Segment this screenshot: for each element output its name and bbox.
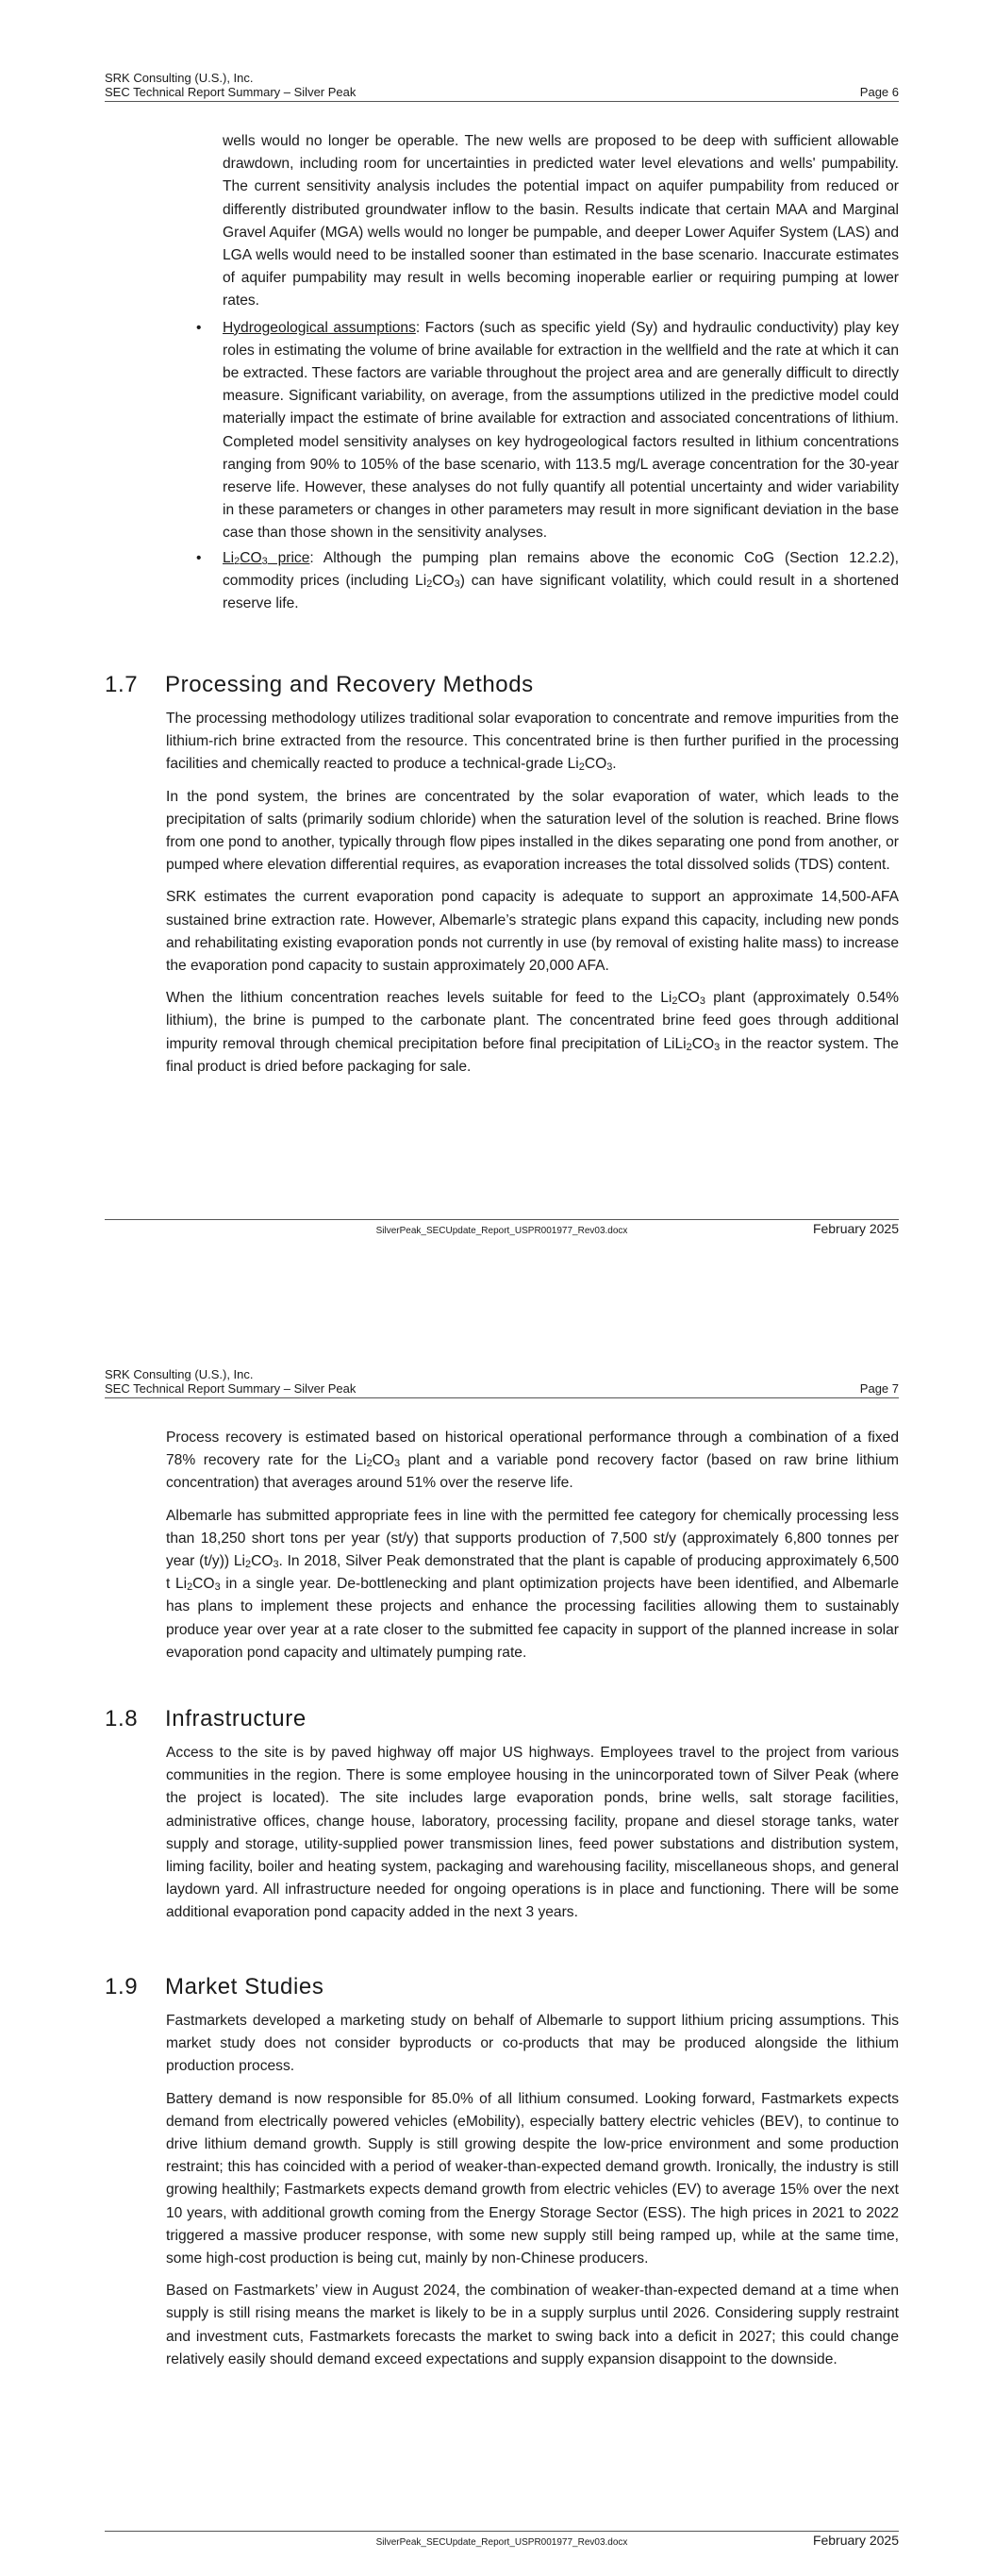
header-company: SRK Consulting (U.S.), Inc.	[105, 71, 254, 85]
infrastructure-section-body	[166, 1742, 899, 1934]
paragraph: Access to the site is by paved highway off major US highways. Employees travel to the project from various communities in the region. There is some employee housing in the unincorporated town of Silver Peak (where the project is located). The site includes large evaporation ponds, brine wells, salt storage facilities, administrative offices, change house, laboratory, processing facility, propane and diesel storage tanks, water supply and storage, utility-supplied power transmission lines, feed power substations and distribution system, liming facility, boiler and heating system, packaging and warehousing facility, miscellaneous shops, and general laydown yard. All infrastructure needed for ongoing operations is in place and functioning. There will be some additional evaporation pond capacity added in the next 3 years.	[166, 1745, 899, 1921]
bullet-dot-icon: •	[196, 549, 202, 566]
bullet-text: : Although the pumping plan remains above the economic CoG (Section 12.2.2), commodity prices (including $Li_2CO_3$) can have significant volatility, which could result in a shortened reserve life.	[223, 549, 899, 612]
page-header	[105, 71, 899, 102]
section-heading-1-7	[105, 672, 899, 698]
paragraph: Process recovery is estimated based on historical operational performance through a combination of a fixed 78% recovery rate for the $Li_2CO_3$ plant and a variable pond recovery factor (based on raw brine lithium concentration) that averages around 51% over the reserve life.	[166, 1430, 899, 1492]
paragraph: When the lithium concentration reaches levels suitable for feed to the $Li_2CO_3$ plant (approximately 0.54% lithium), the brine is pumped to the carbonate plant. The concentrated brine feed goes through additional impurity removal through chemical precipitation before final precipitation of $LiLi_2CO_3$ in the reactor system. The final product is dried before packaging for sale.	[166, 990, 900, 1075]
processing-section-continuation	[166, 1427, 899, 1674]
section-title: Market Studies	[165, 1974, 324, 1999]
continuation-paragraph: wells would no longer be operable. The new wells are proposed to be deep with sufficient allowable drawdown, including room for uncertainties in predicted water level elevations and wells' pumpability. The current sensitivity analysis includes the potential impact on aquifer pumpability from reduced or differently distributed groundwater inflow to the basin. Results indicate that certain MAA and Marginal Gravel Aquifer (MGA) wells would no longer be pumpable, and deeper Lower Aquifer System (LAS) and LGA wells would need to be installed sooner than estimated in the base scenario. Inaccurate estimates of aquifer pumpability may result in wells becoming inoperable earlier or requiring pumping at lower rates.	[223, 133, 899, 309]
bullet-text: : Factors (such as specific yield (Sy) and hydraulic conductivity) play key roles in estimating the volume of brine available for extraction in the wellfield and the rate at which it can be extracted. These factors are variable throughout the project area and are generally difficult to directly measure. Significant variability, on average, from the assumptions utilized in the predictive model could materially impact the estimate of brine available for extraction and associated concentrations of lithium. Completed model sensitivity analyses on key hydrogeological factors resulted in lithium concentrations ranging from 90% to 105% of the base scenario, with 113.5 mg/L average concentration for the 30-year reserve life. However, these analyses do not fully quantify all potential uncertainty and wider variability in these parameters or changes in other parameters may result in more significant deviation in the base case than those shown in the sensitivity analyses.	[223, 319, 899, 542]
section-number: 1.9	[105, 1974, 139, 1999]
page-footer	[105, 1219, 899, 1236]
page-footer	[105, 2531, 899, 2548]
paragraph: Based on Fastmarkets’ view in August 2024, the combination of weaker-than-expected demand at a time when supply is still rising means the market is likely to be in a supply surplus until 2026. Considering supply restraint and investment cuts, Fastmarkets forecasts the market to swing back into a deficit in 2027; this could change relatively easily should demand exceed expectations and supply expansion disappoint to the downside.	[166, 2283, 899, 2367]
processing-section-body	[166, 708, 899, 1088]
section-heading-1-9	[105, 1974, 899, 2000]
market-studies-section-body	[166, 2010, 899, 2381]
section-heading-1-8	[105, 1706, 899, 1732]
header-report-title: SEC Technical Report Summary – Silver Peak	[105, 1381, 357, 1396]
page-header	[105, 1367, 899, 1398]
footer-date: February 2025	[812, 1221, 899, 1236]
risk-continuation-block	[196, 130, 899, 617]
paragraph: The processing methodology utilizes traditional solar evaporation to concentrate and remove impurities from the lithium-rich brine extracted from the resource. This concentrated brine is then further purified in the processing facilities and chemically reacted to produce a technical-grade $Li_2CO_3$.	[166, 711, 899, 774]
section-title: Infrastructure	[165, 1706, 307, 1731]
footer-date: February 2025	[812, 2533, 899, 2548]
paragraph: Albemarle has submitted appropriate fees in line with the permitted fee category for chemically processing less than 18,250 short tons per year (st/y) that supports production of 7,500 st/y (approximately 6,800 tonnes per year (t/y)) $Li_2CO_3$. In 2018, Silver Peak demonstrated that the plant is capable of producing approximately 6,500 t $Li_2CO_3$ in a single year. De-bottlenecking and plant optimization projects have been identified, and Albemarle has plans to implement these projects and enhance the processing facilities allowing them to sustainably produce year over year at a rate closer to the submitted fee capacity in support of the planned increase in solar evaporation pond capacity and ultimately pumping rate.	[166, 1507, 899, 1661]
bullet-title: $Li_2CO_3$ price	[223, 549, 310, 567]
header-company: SRK Consulting (U.S.), Inc.	[105, 1367, 254, 1381]
header-report-title: SEC Technical Report Summary – Silver Peak	[105, 85, 357, 99]
header-page-number: Page 7	[859, 1381, 899, 1396]
header-page-number: Page 6	[859, 85, 899, 99]
section-number: 1.7	[105, 672, 139, 697]
bullet-hydrogeological-assumptions	[196, 317, 899, 545]
paragraph: In the pond system, the brines are concentrated by the solar evaporation of water, which leads to the precipitation of salts (primarily sodium chloride) when the saturation level of the solution is reached. Brine flows from one pond to another, typically through flow pipes installed in the dikes separating one pond from another, or pumped where elevation differential requires, as evaporation increases the total dissolved solids (TDS) content.	[166, 788, 899, 874]
paragraph: Fastmarkets developed a marketing study on behalf of Albemarle to support lithium pricing assumptions. This market study does not consider byproducts or co-products that may be produced alongside the lithium production process.	[166, 2013, 899, 2075]
section-title: Processing and Recovery Methods	[165, 672, 534, 697]
paragraph: SRK estimates the current evaporation pond capacity is adequate to support an approximate 14,500-AFA sustained brine extraction rate. However, Albemarle’s strategic plans expand this capacity, including new ponds and rehabilitating existing evaporation ponds not currently in use (by removal of existing halite mass) to increase the evaporation pond capacity to sustain approximately 20,000 AFA.	[166, 889, 899, 975]
footer-filename: SilverPeak_SECUpdate_Report_USPR001977_Rev03.docx	[375, 2537, 628, 2548]
bullet-title: Hydrogeological assumptions	[223, 319, 416, 336]
page-6	[0, 0, 995, 1264]
footer-filename: SilverPeak_SECUpdate_Report_USPR001977_Rev03.docx	[375, 1226, 628, 1236]
paragraph: Battery demand is now responsible for 85.0% of all lithium consumed. Looking forward, Fastmarkets expects demand from electrically powered vehicles (eMobility), especially battery electric vehicles (BEV), to continue to drive lithium demand growth. Supply is still growing despite the low-price environment and some production restraint; this has coincided with a period of weaker-than-expected demand growth. Ironically, the industry is still growing healthily; Fastmarkets expects demand growth from electric vehicles (EV) to average 15% over the next 10 years, with additional growth coming from the Energy Storage Sector (ESS). The high prices in 2021 to 2022 triggered a massive producer response, with some new supply still being ramped up, while at the same time, some high-cost production is being cut, mainly by non-Chinese producers.	[166, 2090, 899, 2267]
bullet-li2co3-price	[196, 547, 899, 616]
bullet-dot-icon: •	[196, 319, 202, 336]
section-number: 1.8	[105, 1706, 139, 1731]
